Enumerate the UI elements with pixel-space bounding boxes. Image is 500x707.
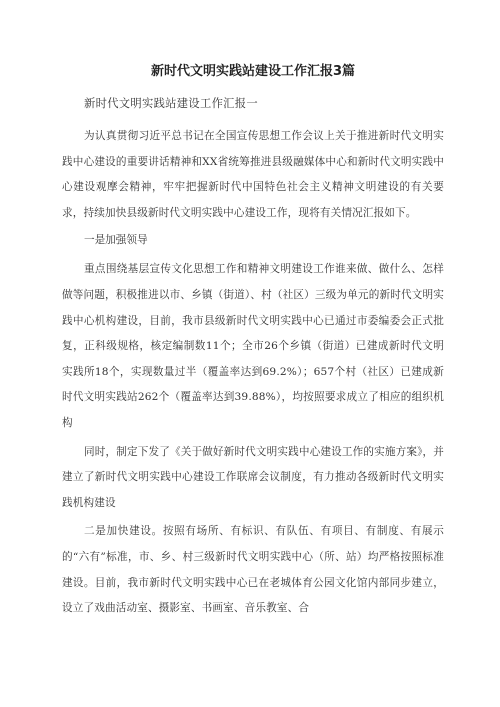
paragraph-plan: 同时，制定下发了《关于做好新时代文明实践中心建设工作的实施方案》，并建立了新时代文明实践中心建设工作联席会议制度，有力推动各级新时代文明实践机构建设 [62,445,444,509]
paragraph-leadership: 重点围绕基层宣传文化思想工作和精神文明建设工作谁来做、做什么、怎样做等问题，积极推进以市、乡镇（街道）、村（社区）三级为单元的新时代文明实践中心机构建设，目前，我市县级新时代文明实践中心已通过市委编委会正式批复，正科级规格，核定编制数11个；全市26个乡镇（街道）已建成新时代文明实践所18个，实现数量过半（覆盖率达到69.2%）；657个村（社区）已建成新时代文明实践站262个（覆盖率达到39.88%），均按照要求成立了相应的组织机构 [62,263,444,429]
document-subtitle: 新时代文明实践站建设工作汇报一 [84,97,258,110]
paragraph-construction: 二是加快建设。按照有场所、有标识、有队伍、有项目、有制度、有展示的“六有”标准，市、乡、村三级新时代文明实践中心（所、站）均严格按照标准建设。目前，我市新时代文明实践中心已在老城体育公园文化馆内部同步建立，设立了戏曲活动室、摄影室、书画室、音乐教室、合 [62,525,444,615]
document-title: 新时代文明实践站建设工作汇报3篇 [150,64,356,79]
paragraph-intro: 为认真贯彻习近平总书记在全国宣传思想工作会议上关于推进新时代文明实践中心建设的重要讲话精神和XX省统筹推进县级融媒体中心和新时代文明实践中心建设观摩会精神，牢牢把握新时代中国特色社会主义精神文明建设的有关要求，持续加快县级新时代文明实践中心建设工作，现将有关情况汇报如下。 [62,130,444,219]
section-heading-leadership: 一是加强领导 [84,234,148,247]
